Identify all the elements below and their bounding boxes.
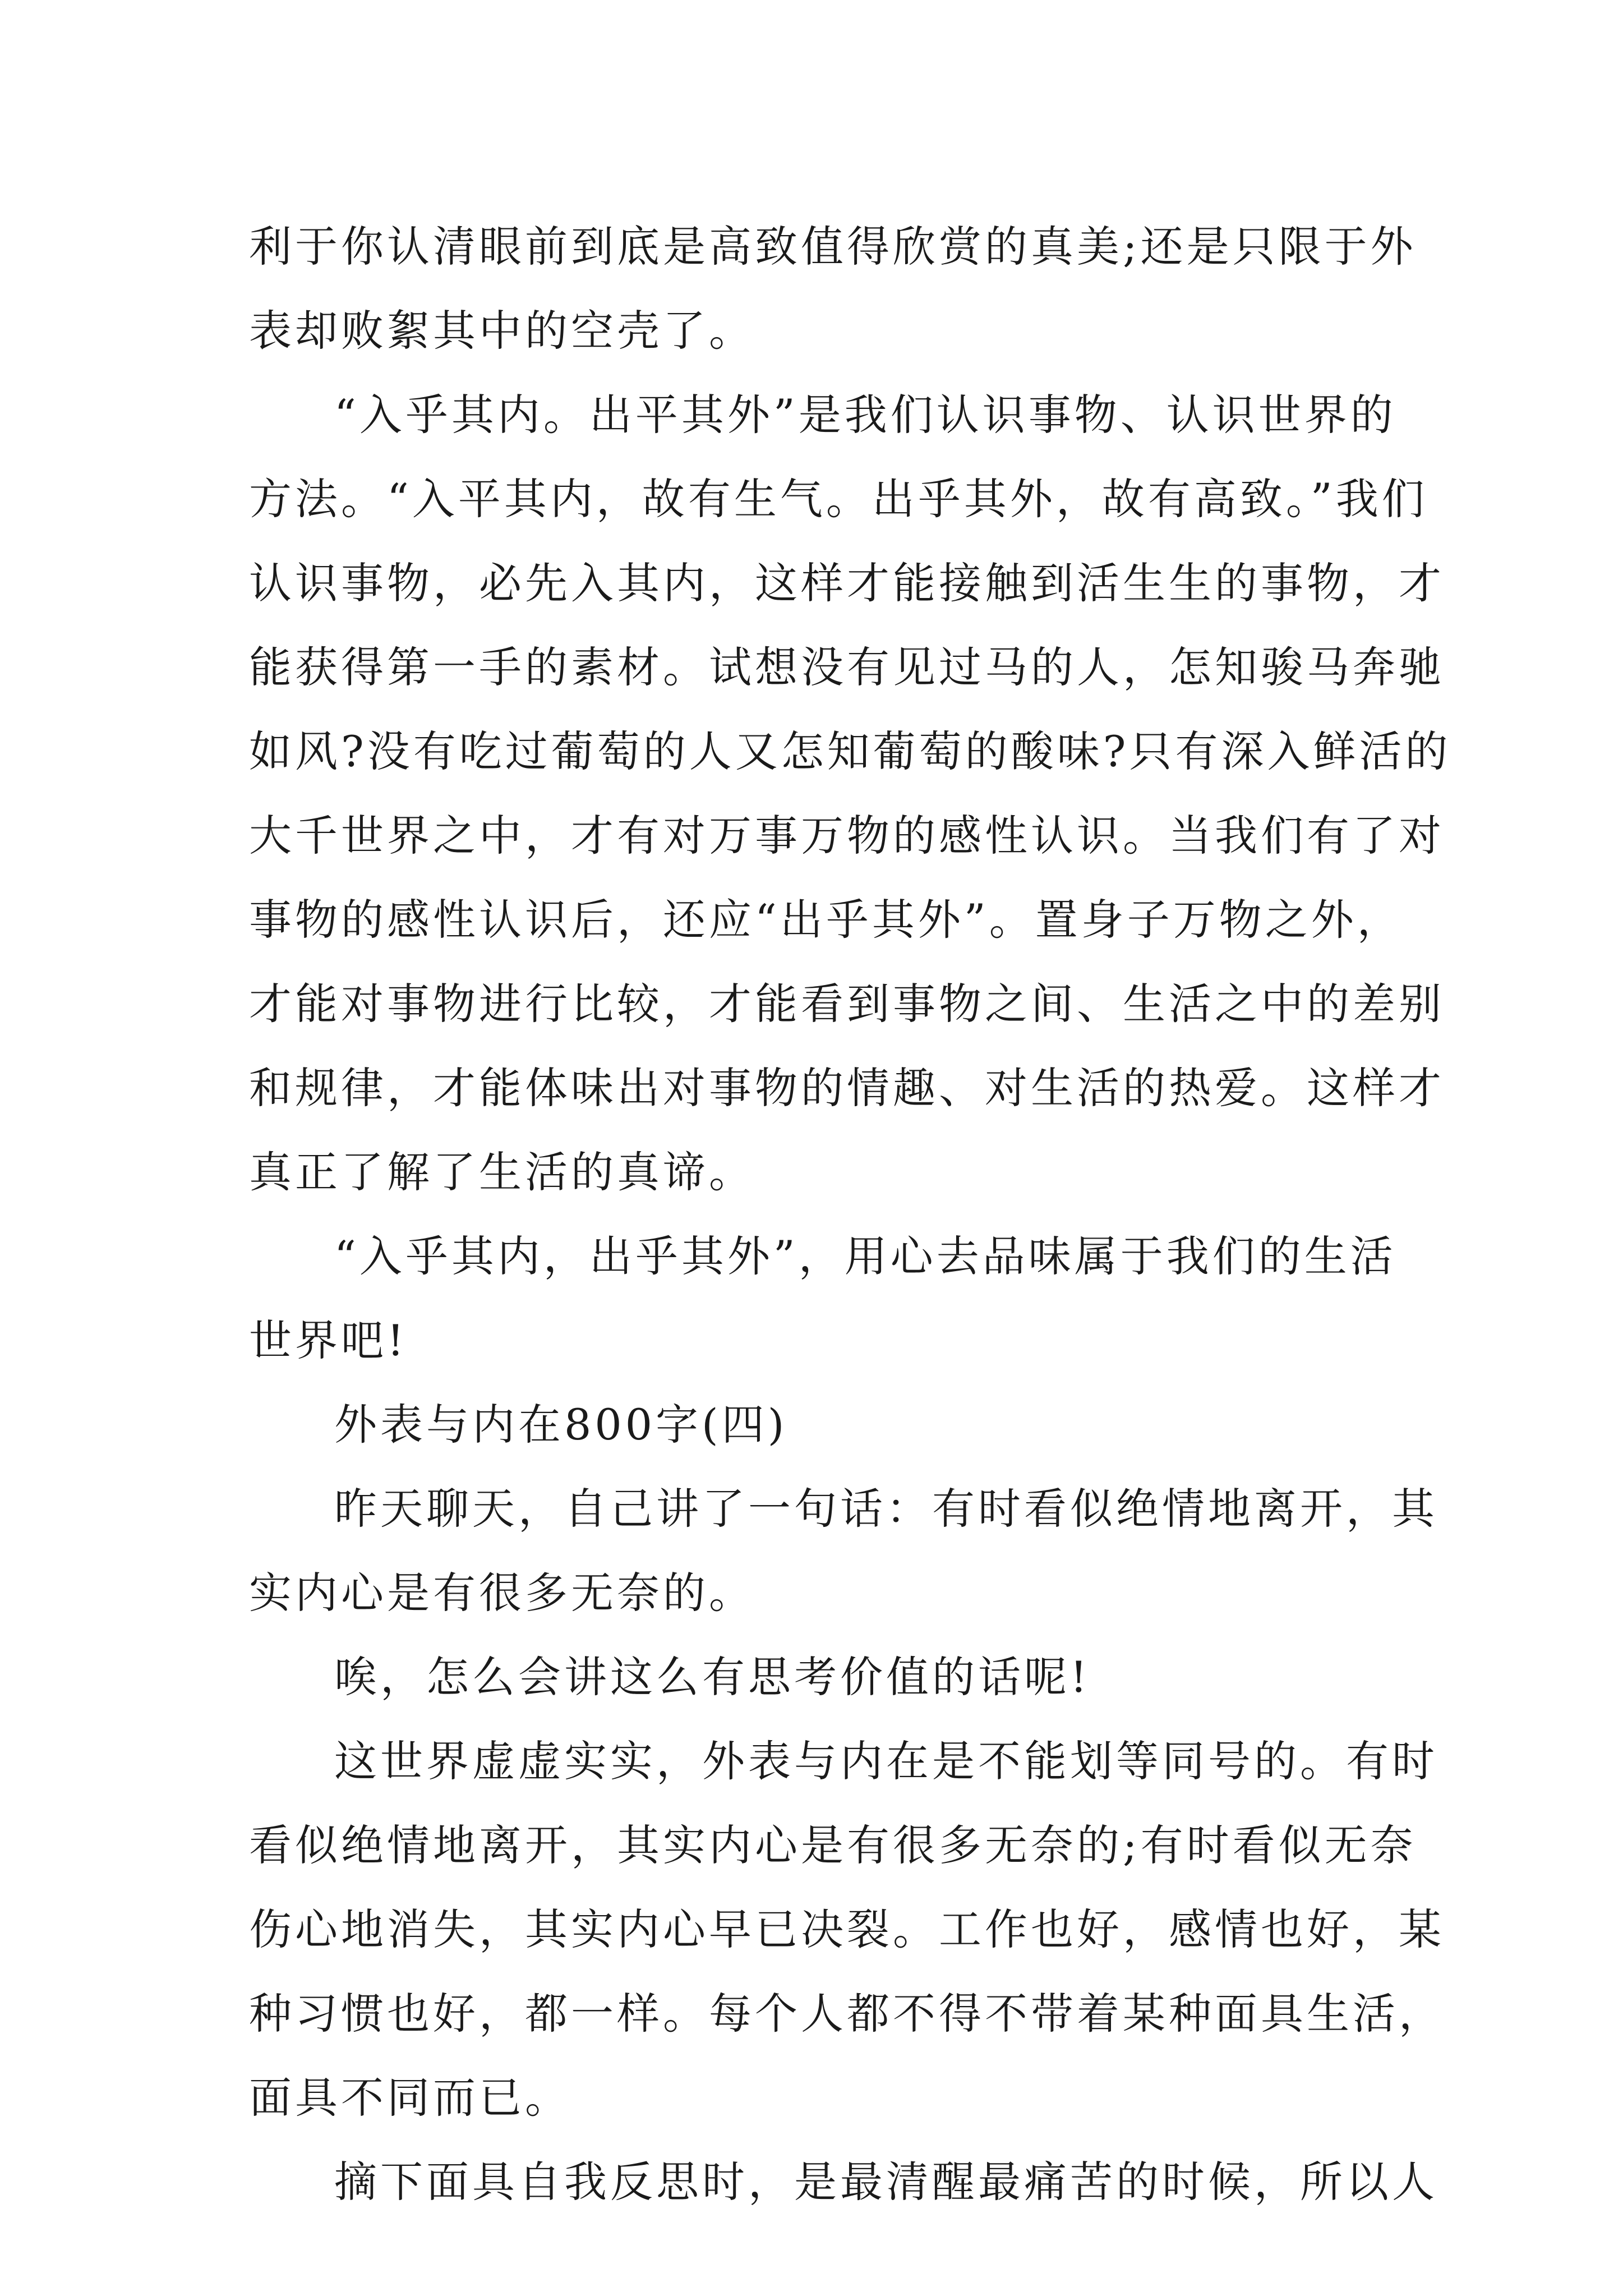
text-line: 如风?没有吃过葡萄的人又怎知葡萄的酸味?只有深入鲜活的 bbox=[249, 726, 1451, 776]
text-line: 大千世界之中，才有对万事万物的感性认识。当我们有了对 bbox=[249, 811, 1445, 861]
text-line: 认识事物，必先入其内，这样才能接触到活生生的事物，才 bbox=[249, 558, 1445, 608]
text-line: 看似绝情地离开，其实内心是有很多无奈的;有时看似无奈 bbox=[249, 1820, 1417, 1870]
text-line: 利于你认清眼前到底是高致值得欣赏的真美;还是只限于外 bbox=[249, 222, 1417, 272]
text-line: 实内心是有很多无奈的。 bbox=[249, 1568, 755, 1618]
text-line: 唉，怎么会讲这么有思考价值的话呢! bbox=[334, 1652, 1091, 1702]
text-line: 伤心地消失，其实内心早已决裂。工作也好，感情也好，某 bbox=[249, 1904, 1445, 1954]
text-line: “入乎其内，出乎其外”，用心去品味属于我们的生活 bbox=[334, 1231, 1396, 1281]
text-line: 和规律，才能体味出对事物的情趣、对生活的热爱。这样才 bbox=[249, 1063, 1445, 1113]
text-line: 表却败絮其中的空壳了。 bbox=[249, 306, 755, 356]
text-line: 摘下面具自我反思时，是最清醒最痛苦的时候，所以人 bbox=[334, 2157, 1438, 2207]
text-line: 事物的感性认识后，还应“出乎其外”。置身子万物之外， bbox=[249, 895, 1403, 945]
text-line: 这世界虚虚实实，外表与内在是不能划等同号的。有时 bbox=[334, 1736, 1438, 1786]
text-line: 面具不同而已。 bbox=[249, 2073, 571, 2123]
text-line: 方法。“入平其内，故有生气。出乎其外，故有高致。”我们 bbox=[249, 474, 1428, 524]
text-line: 真正了解了生活的真谛。 bbox=[249, 1147, 755, 1197]
text-line: 世界吧! bbox=[249, 1315, 408, 1365]
text-line: 昨天聊天，自己讲了一句话：有时看似绝情地离开，其 bbox=[334, 1484, 1438, 1534]
document-body bbox=[249, 205, 1451, 2224]
text-line: 才能对事物进行比较，才能看到事物之间、生活之中的差别 bbox=[249, 979, 1445, 1029]
text-line: 种习惯也好，都一样。每个人都不得不带着某种面具生活， bbox=[249, 1989, 1445, 2039]
section-heading: 外表与内在800字(四) bbox=[334, 1400, 788, 1450]
text-line: 能获得第一手的素材。试想没有见过马的人，怎知骏马奔驰 bbox=[249, 642, 1445, 692]
text-line: “入乎其内。出平其外”是我们认识事物、认识世界的 bbox=[334, 390, 1396, 440]
